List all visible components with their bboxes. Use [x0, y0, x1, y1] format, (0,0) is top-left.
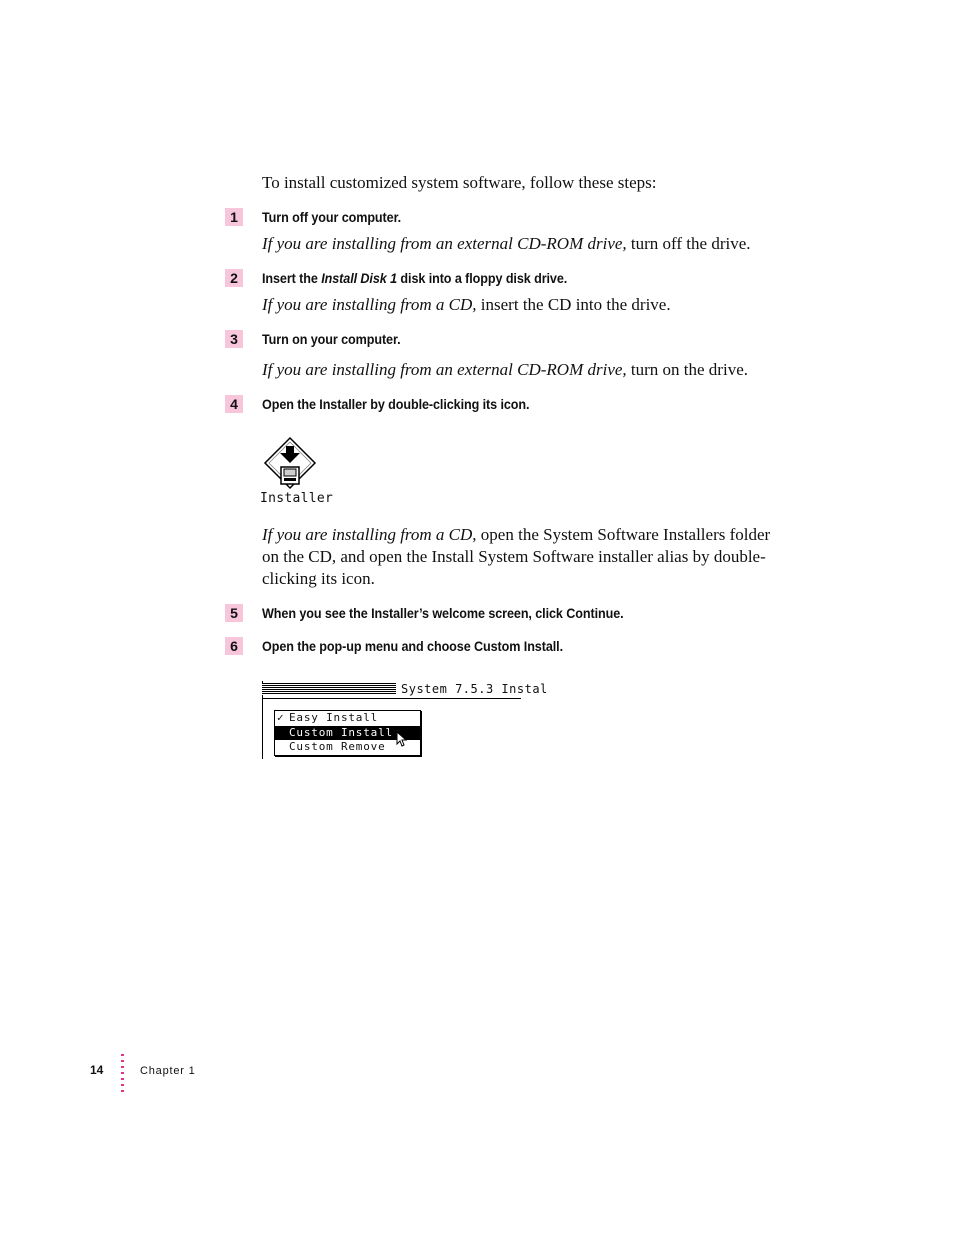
note-condition: If you are installing from an external CD-ROM drive, [262, 360, 627, 379]
step-number: 6 [225, 637, 243, 655]
menu-item-label: Easy Install [289, 711, 379, 724]
step-text [262, 269, 567, 287]
step-text-pre: Insert the [262, 270, 322, 286]
note-condition: If you are installing from an external CD-ROM drive, [262, 234, 627, 253]
step-note [262, 233, 751, 255]
installer-icon[interactable] [262, 436, 318, 490]
menu-item-easy-install[interactable] [275, 711, 420, 725]
step-text-disk-name: Install Disk 1 [321, 270, 398, 286]
step-number: 3 [225, 330, 243, 348]
step-note [262, 294, 671, 316]
window-title: System 7.5.3 Instal [401, 682, 548, 696]
step-text: Turn off your computer. [262, 209, 402, 225]
step-text: Turn on your computer. [262, 331, 401, 347]
menu-item-label: Custom Remove [289, 740, 386, 753]
step-text: Open the Installer by double-clicking its icon. [262, 396, 530, 412]
cd-installer-note [262, 524, 782, 590]
step-number: 1 [225, 208, 243, 226]
mouse-pointer-icon [396, 731, 408, 747]
note-action: turn on the drive. [626, 360, 748, 379]
note-action: open the System Software Installers folder on the CD, and open the Install System Software installer alias by double-clicking its icon. [262, 525, 771, 588]
step-text: When you see the Installer’s welcome screen, click Continue. [262, 605, 624, 621]
note-condition: If you are installing from a CD, [262, 525, 477, 544]
step-text: Open the pop-up menu and choose Custom Install. [262, 638, 563, 654]
step-number: 2 [225, 269, 243, 287]
chapter-label: Chapter 1 [140, 1065, 196, 1077]
step-number: 5 [225, 604, 243, 622]
checkmark-icon: ✓ [277, 711, 285, 724]
footer-dot-divider [121, 1054, 124, 1096]
note-action: insert the CD into the drive. [476, 295, 671, 314]
note-action: turn off the drive. [626, 234, 751, 253]
step-number: 4 [225, 395, 243, 413]
page-number: 14 [90, 1063, 104, 1077]
title-bar-stripes [262, 683, 396, 695]
step-text-post: disk into a floppy disk drive. [397, 270, 568, 286]
intro-paragraph: To install customized system software, follow these steps: [262, 173, 657, 192]
installer-icon-label: Installer [260, 491, 334, 506]
note-condition: If you are installing from a CD, [262, 295, 477, 314]
step-note [262, 359, 748, 381]
menu-item-label: Custom Install [289, 726, 393, 739]
window-title-bar [262, 681, 548, 699]
